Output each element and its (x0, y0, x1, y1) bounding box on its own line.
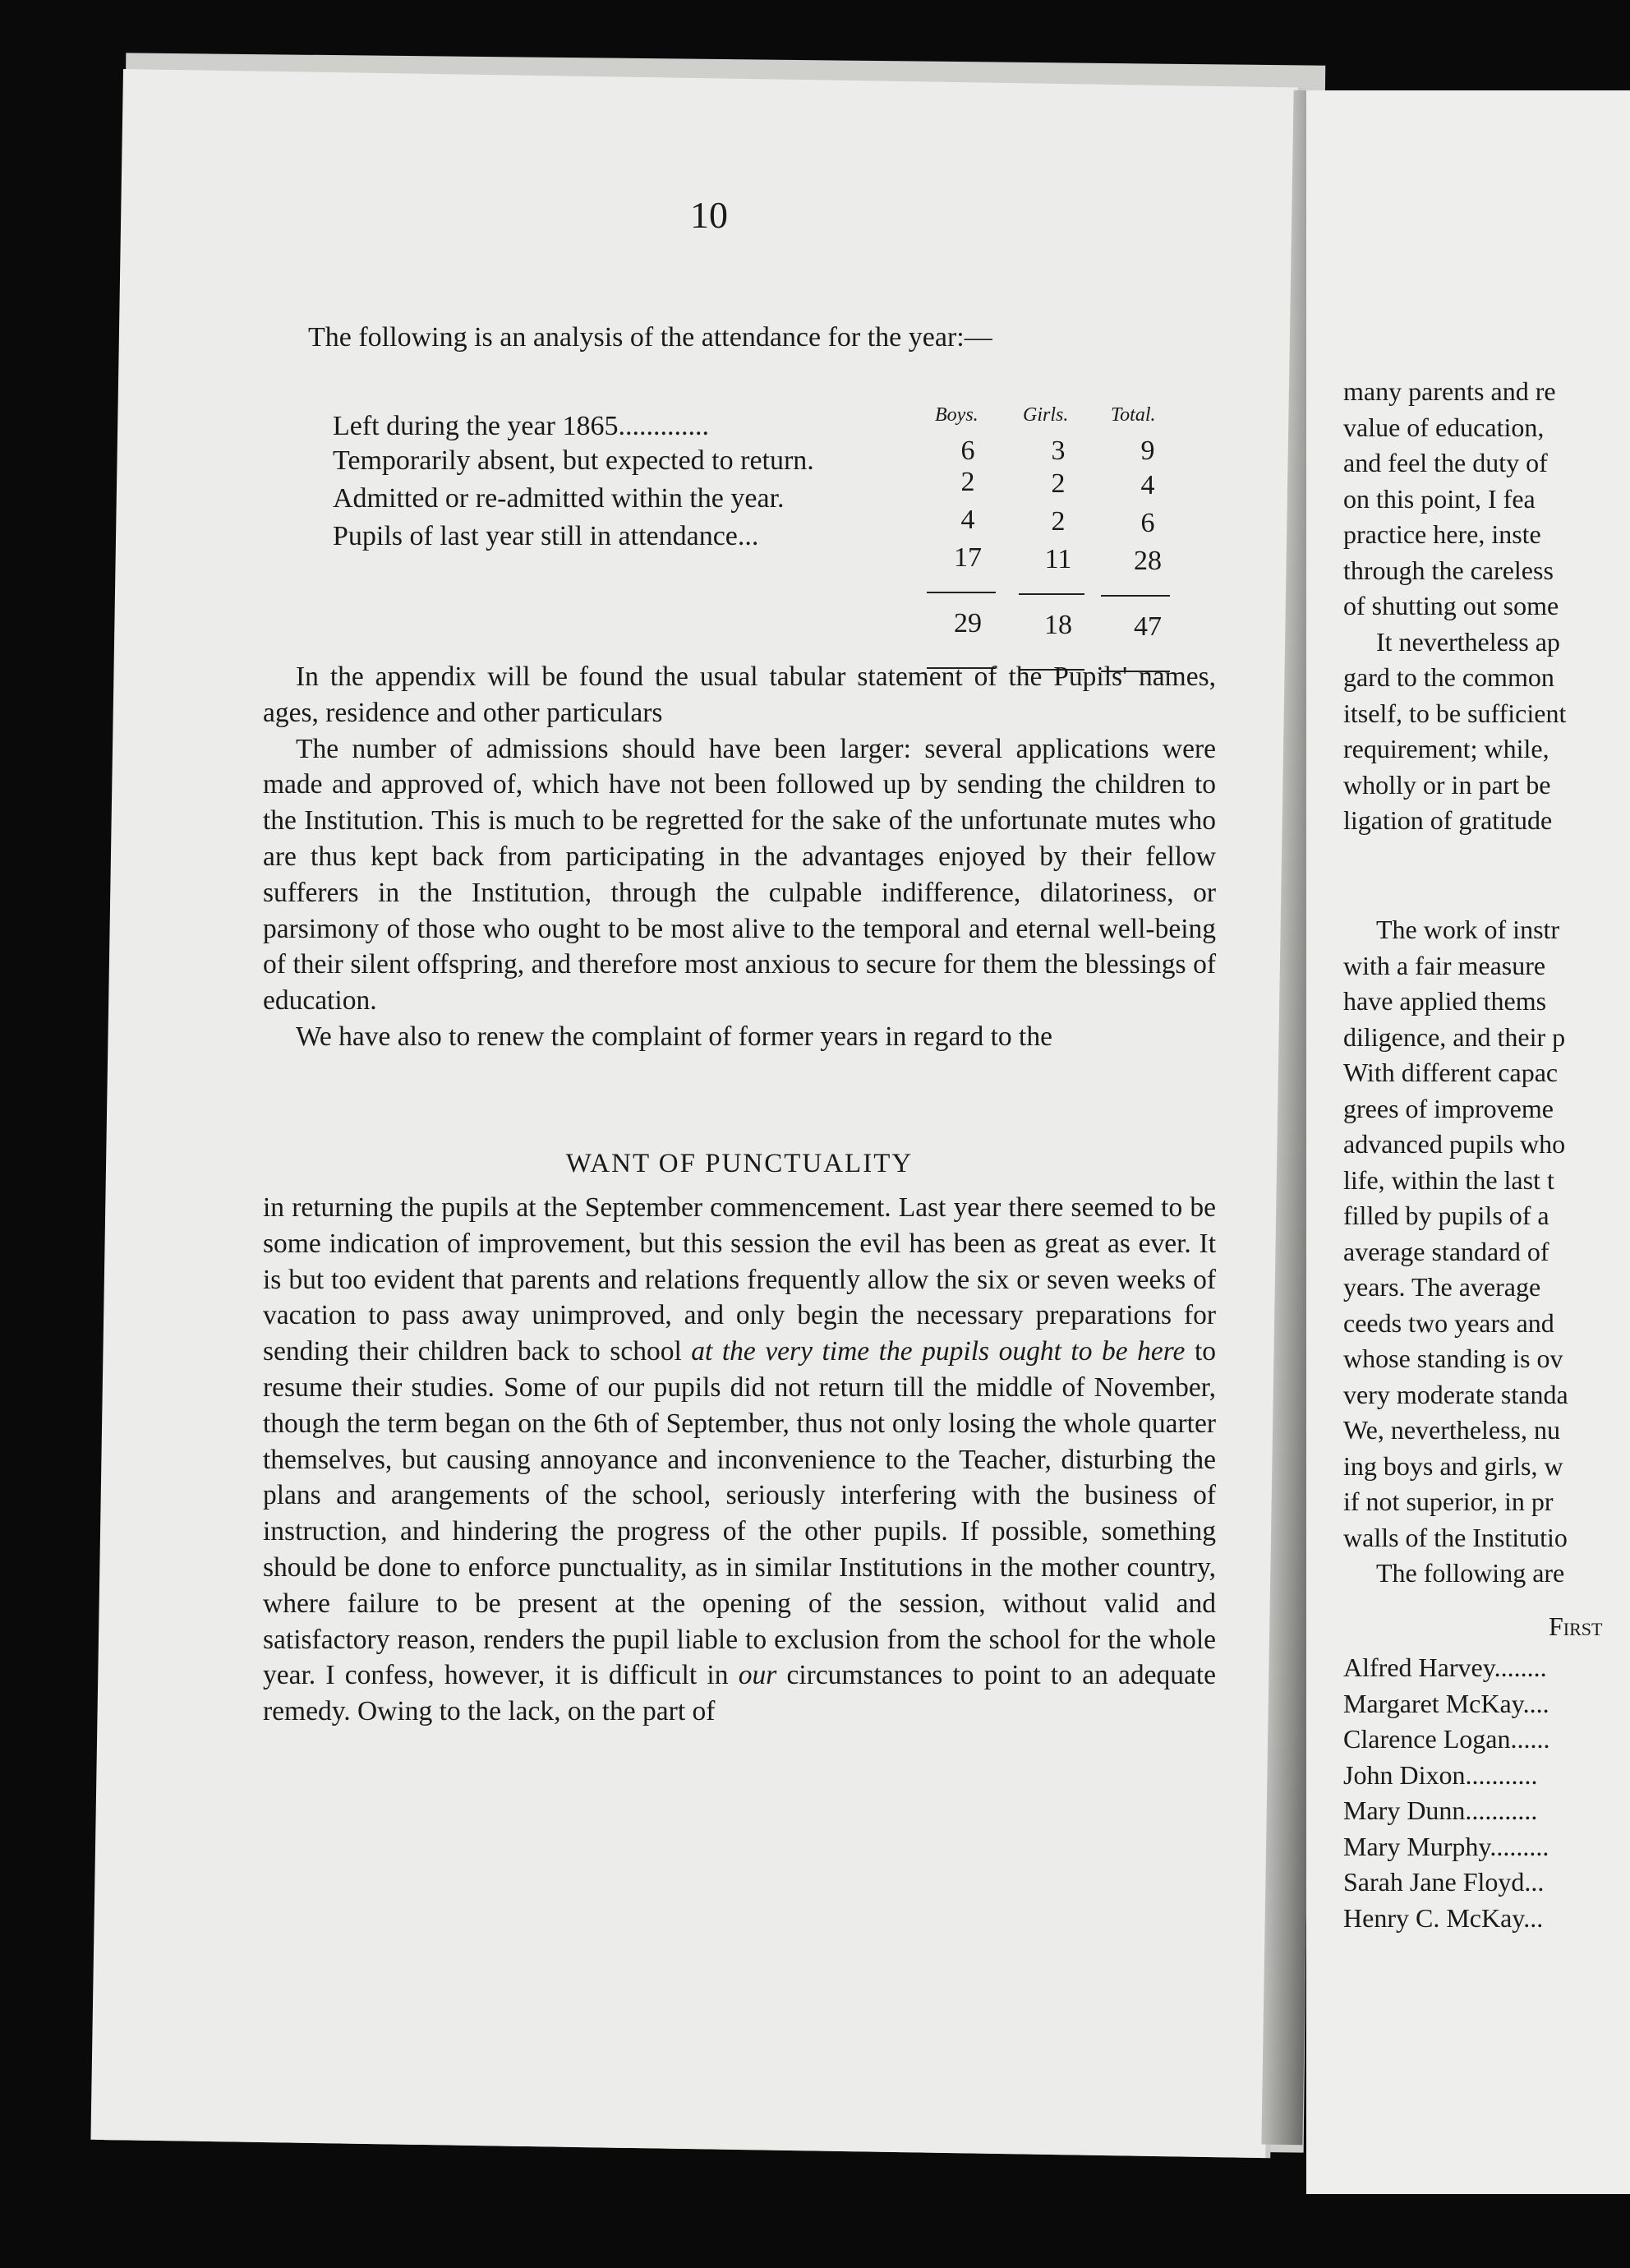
table-row-last-year: Pupils of last year still in attendance... (333, 521, 759, 551)
name-list (1343, 1650, 1630, 1936)
list-item: Alfred Harvey........ (1343, 1653, 1547, 1682)
sum-rule-total (1101, 595, 1170, 597)
right-line: have applied thems (1343, 986, 1547, 1016)
right-line: itself, to be sufficient (1343, 698, 1567, 728)
right-line: of shutting out some (1343, 591, 1559, 620)
col-header-total: Total. (1111, 404, 1156, 426)
cell-last-year-boys: 17 (954, 542, 982, 573)
right-line: grees of improveme (1343, 1093, 1554, 1123)
list-item: Henry C. McKay... (1343, 1902, 1544, 1933)
right-page-text-mid (1343, 912, 1630, 1592)
right-line: and feel the duty of (1343, 448, 1548, 477)
list-item: John Dixon........... (1343, 1759, 1538, 1790)
right-line: value of education, (1343, 412, 1545, 442)
right-line: ligation of gratitude (1343, 805, 1553, 835)
right-line: practice here, inste (1343, 519, 1541, 549)
cell-last-year-total: 28 (1134, 546, 1162, 576)
attendance-intro: The following is an analysis of the attendance for the year:— (308, 322, 992, 353)
col-header-girls: Girls. (1023, 404, 1069, 426)
right-line: years. The average (1343, 1272, 1541, 1302)
total-total: 47 (1134, 611, 1162, 642)
total-boys: 29 (954, 608, 982, 638)
right-line: With different capac (1343, 1058, 1559, 1087)
right-line: life, within the last t (1343, 1164, 1554, 1195)
right-line: filled by pupils of a (1343, 1201, 1549, 1230)
cell-left-total: 9 (1140, 436, 1155, 466)
right-page-text-top (1343, 374, 1630, 839)
right-line: It nevertheless ap (1376, 626, 1560, 657)
sum-rule-boys (927, 592, 996, 593)
right-line: advanced pupils who (1343, 1129, 1566, 1159)
page-number: 10 (690, 194, 728, 236)
cell-absent-total: 4 (1140, 470, 1155, 500)
cell-admitted-boys: 4 (960, 505, 975, 535)
cell-absent-girls: 2 (1051, 468, 1066, 499)
paragraph-punctuality (263, 1190, 1216, 1730)
right-line: The following are (1376, 1558, 1565, 1588)
body-paragraphs (263, 659, 1216, 1055)
right-line: ing boys and girls, w (1343, 1450, 1563, 1481)
cell-admitted-total: 6 (1140, 508, 1155, 538)
table-row-left: Left during the year 1865............. (333, 411, 709, 441)
punctuality-italic-1: at the very time the pupils ought to be here (691, 1336, 1186, 1367)
punctuality-italic-2: our (738, 1660, 777, 1691)
right-line: The work of instr (1376, 915, 1560, 944)
right-line: with a fair measure (1343, 950, 1546, 980)
paragraph-complaint: We have also to renew the complaint of former years in regard to the (296, 1021, 1052, 1052)
list-heading: First (1549, 1611, 1603, 1641)
right-line: very moderate standa (1343, 1379, 1568, 1409)
table-row-admitted: Admitted or re-admitted within the year. (333, 483, 785, 514)
cell-left-boys: 6 (960, 436, 975, 466)
section-heading: WANT OF PUNCTUALITY (565, 1149, 914, 1178)
right-line: ceeds two years and (1343, 1307, 1554, 1338)
sum-rule-girls (1019, 593, 1084, 595)
punctuality-text-2: to resume their studies. Some of our pupils did not return till the middle of November, though the term began on the 6th of September, thus not only losing the whole quarter themselves, but causing annoyance and inconvenience to the Teacher, disturbing the plans and arangements of the school, seriously interfering with the business of instruction, and hindering the progress of the other pupils. If possible, something should be done to enforce punctuality, as in similar Institutions in the mother country, where failure to be present at the opening of the session, without valid and satisfactory reason, renders the pupil liable to exclusion from the school for the whole year. I confess, however, it is difficult in (263, 1336, 1216, 1691)
right-line: average standard of (1343, 1236, 1549, 1266)
cell-last-year-girls: 11 (1044, 544, 1072, 574)
list-item: Mary Dunn........... (1343, 1796, 1538, 1825)
right-line: many parents and re (1343, 376, 1556, 406)
punctuality-text-1: in returning the pupils at the September commencement. Last year there seemed to be some indication of improvement, but this session the evil has been as great as ever. It is but too evident that parents and relations frequently allow the six or seven weeks of vacation to pass away unimproved, and only begin the necessary preparations for sending their children back to school (263, 1192, 1216, 1367)
right-line: diligence, and their p (1343, 1021, 1566, 1052)
punctuality-text-3: circumstances to point to an adequate remedy. Owing to the lack, on the part of (263, 1660, 1217, 1727)
right-line: if not superior, in pr (1343, 1487, 1554, 1516)
right-line: whose standing is ov (1343, 1344, 1563, 1373)
list-item: Clarence Logan...... (1343, 1724, 1550, 1754)
right-line: through the careless (1343, 555, 1554, 585)
right-line: walls of the Institutio (1343, 1522, 1568, 1552)
right-line: on this point, I fea (1343, 483, 1536, 514)
total-girls: 18 (1044, 610, 1072, 640)
cell-absent-boys: 2 (960, 467, 975, 497)
right-line: wholly or in part be (1343, 769, 1551, 800)
right-line: requirement; while, (1343, 734, 1549, 763)
col-header-boys: Boys. (935, 404, 978, 426)
table-row-temporarily-absent: Temporarily absent, but expected to return. (333, 445, 814, 476)
right-line: We, nevertheless, nu (1343, 1415, 1560, 1445)
cell-left-girls: 3 (1051, 436, 1066, 466)
list-item: Mary Murphy......... (1343, 1831, 1549, 1861)
right-line: gard to the common (1343, 662, 1554, 692)
cell-admitted-girls: 2 (1051, 506, 1066, 537)
list-item: Sarah Jane Floyd... (1343, 1867, 1545, 1897)
right-page (1306, 90, 1630, 2194)
punctuality-paragraph (263, 1190, 1216, 1730)
paragraph-admissions: The number of admissions should have been larger: several applications were made and approved of, which have not been followed up by sending the children to the Institution. This is much to be regretted for the sake of the unfortunate mutes who are thus kept back from participating in the advantages enjoyed by their fellow sufferers in the Institution, through the culpable indifference, dilatoriness, or parsimony of those who ought to be most alive to the temporal and eternal well-being of their silent offspring, and therefore most anxious to secure for them the blessings of education. (263, 733, 1216, 1016)
paragraph-appendix: In the appendix will be found the usual tabular statement of the Pupils' names, ages, residence and other particulars (263, 662, 1216, 728)
list-item: Margaret McKay.... (1343, 1688, 1549, 1718)
left-page (90, 69, 1297, 2158)
